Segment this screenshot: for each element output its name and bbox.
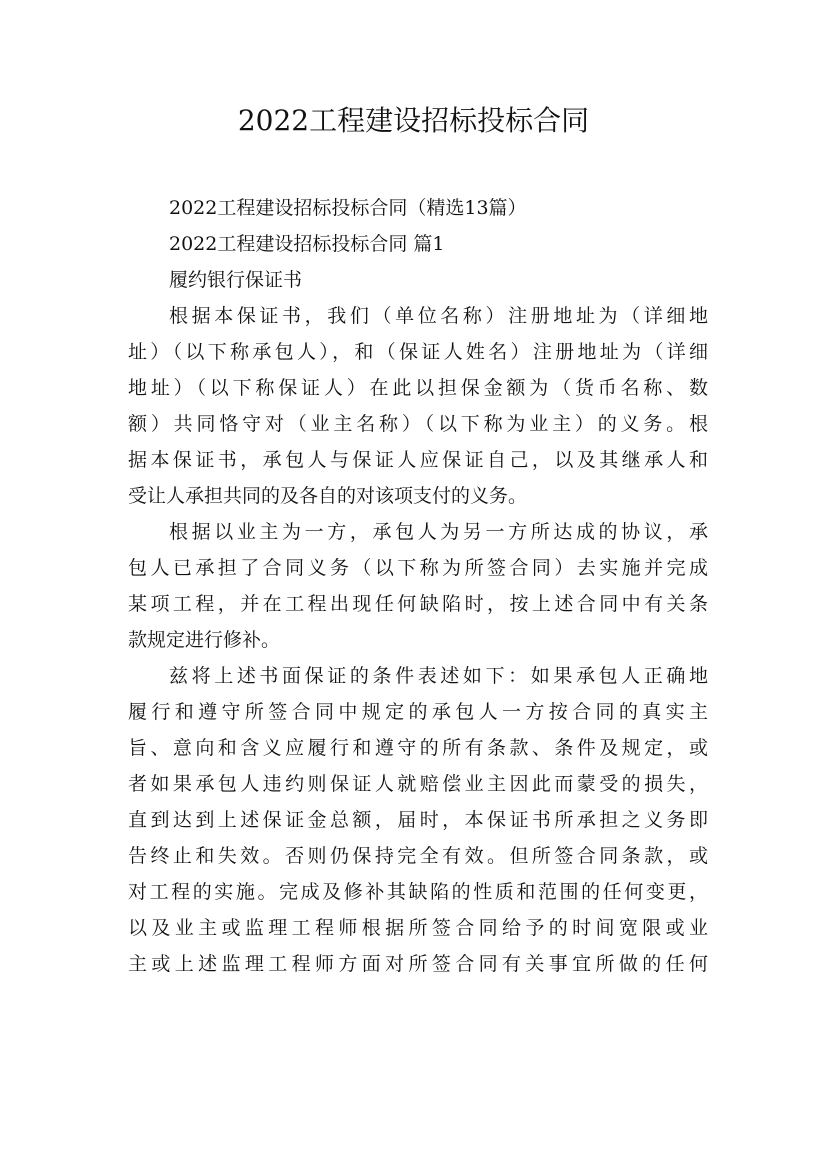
text-line: 告终止和失效。否则仍保持完全有效。但所签合同条款，或 — [128, 845, 708, 867]
text-line: 根据本保证书，我们（单位名称）注册地址为（详细地 — [169, 305, 708, 327]
paragraph-subtitle: 2022工程建设招标投标合同（精选13篇） — [169, 197, 527, 219]
text-line: 兹将上述书面保证的条件表述如下：如果承包人正确地 — [169, 665, 708, 687]
text-line: 以及业主或监理工程师根据所签合同给予的时间宽限或业 — [128, 917, 708, 939]
text-line: 根据以业主为一方，承包人为另一方所达成的协议，承 — [169, 521, 708, 543]
text-line: 对工程的实施。完成及修补其缺陷的性质和范围的任何变更， — [128, 881, 708, 903]
text-line: 履行和遵守所签合同中规定的承包人一方按合同的真实主 — [128, 701, 708, 723]
text-line: 者如果承包人违约则保证人就赔偿业主因此而蒙受的损失， — [128, 773, 708, 795]
paragraph-section-heading: 2022工程建设招标投标合同 篇1 — [169, 233, 445, 255]
text-line: 额）共同恪守对（业主名称）（以下称为业主）的义务。根 — [128, 413, 708, 435]
document-body — [128, 190, 708, 982]
text-line: 地址）（以下称保证人）在此以担保金额为（货币名称、数 — [128, 377, 708, 399]
text-line: 款规定进行修补。 — [128, 629, 281, 651]
document-title: 2022工程建设招标投标合同 — [237, 104, 590, 137]
text-line: 包人已承担了合同义务（以下称为所签合同）去实施并完成 — [128, 557, 708, 579]
text-line: 受让人承担共同的及各自的对该项支付的义务。 — [128, 485, 528, 507]
text-line: 据本保证书，承包人与保证人应保证自己，以及其继承人和 — [128, 449, 708, 471]
text-line: 旨、意向和含义应履行和遵守的所有条款、条件及规定，或 — [128, 737, 708, 759]
text-line: 某项工程，并在工程出现任何缺陷时，按上述合同中有关条 — [128, 593, 708, 615]
text-line: 主或上述监理工程师方面对所签合同有关事宜所做的任何 — [128, 953, 708, 975]
paragraph-guarantee-title: 履约银行保证书 — [169, 269, 303, 291]
text-line: 直到达到上述保证金总额，届时，本保证书所承担之义务即 — [128, 809, 708, 831]
text-line: 址）（以下称承包人），和（保证人姓名）注册地址为（详细 — [128, 341, 708, 363]
